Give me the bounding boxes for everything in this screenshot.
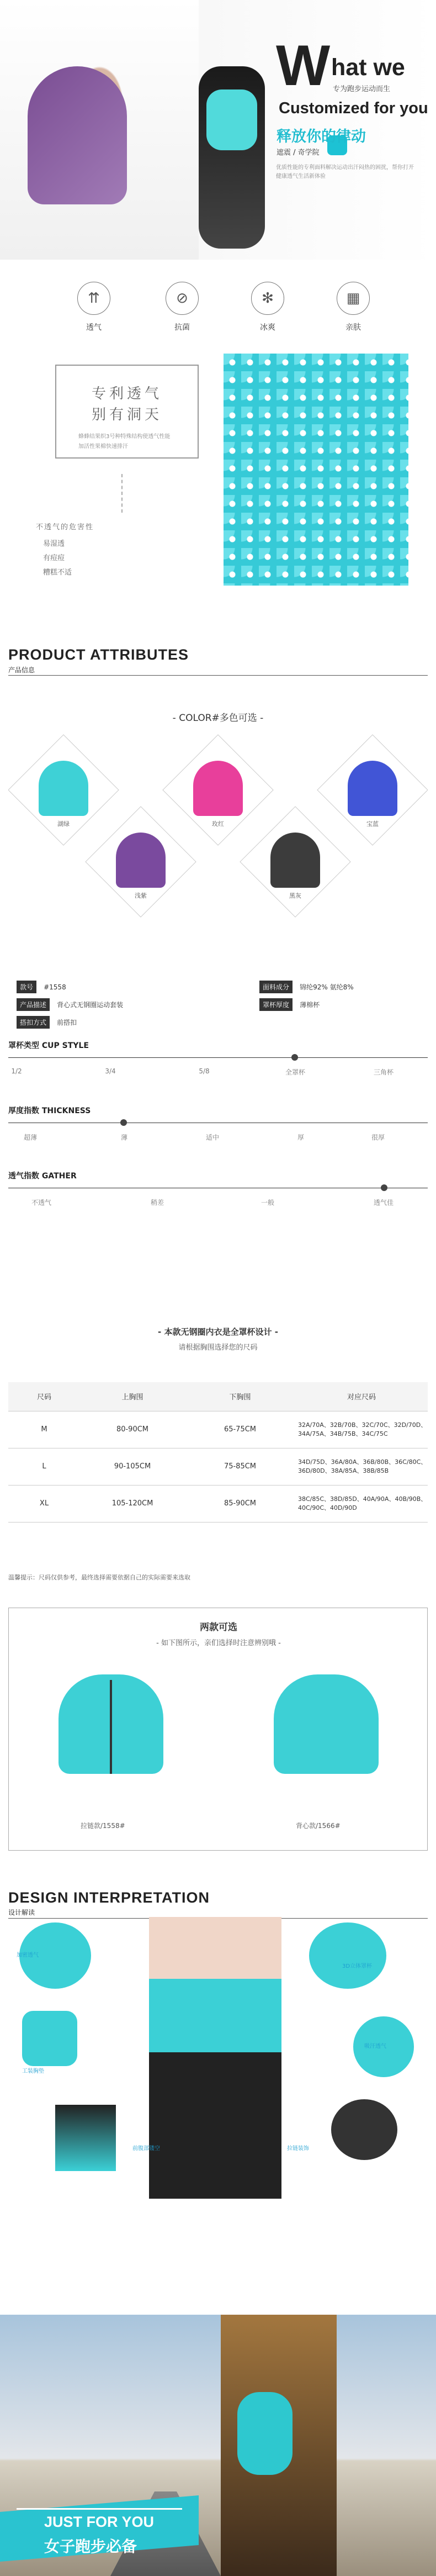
- model-back-top: [206, 89, 257, 150]
- color-option-5[interactable]: [257, 826, 334, 898]
- feature-label: 抗菌: [174, 323, 190, 332]
- model-bra: [28, 66, 127, 204]
- design-label: 加密透气: [17, 1952, 39, 1958]
- design-label: 工装胸垫: [22, 2068, 44, 2074]
- fabric-title2: 别有洞天: [91, 407, 162, 423]
- option-label: 背心款/1566#: [296, 1822, 341, 1830]
- bra-swatch: [270, 833, 320, 888]
- scale-option: 很厚: [371, 1134, 385, 1141]
- table-cell: 34D/75D、36A/80A、36B/80B、36C/80C、36D/80D、38A/85A、38B/85B: [295, 1448, 428, 1485]
- gather-scale: [8, 1170, 428, 1214]
- size-sub: 请根据胸围选择您的尺码: [178, 1344, 258, 1352]
- table-cell: 32A/70A、32B/70B、32C/70C、32D/70D、34A/75A、34B/75B、34C/75C: [295, 1411, 428, 1448]
- size-note: 温馨提示：尺码仅供参考，最终选择需要依据自己的实际需要来选取: [8, 1574, 190, 1581]
- arrow-down-icon: [121, 474, 130, 513]
- hero-hat: hat we: [331, 54, 405, 81]
- color-option-1[interactable]: [25, 754, 102, 826]
- feature-label: 亲肤: [345, 323, 361, 332]
- table-cell: 105-120CM: [80, 1485, 185, 1522]
- scale-option: 超薄: [23, 1134, 37, 1141]
- spec-desc: [17, 998, 123, 1011]
- scale-indicator: [381, 1184, 387, 1191]
- design-label: 3D立体罩杯: [342, 1963, 373, 1969]
- spec-value: 锦纶92% 氨纶8%: [300, 983, 354, 991]
- scale-option: 厚: [297, 1134, 304, 1141]
- two-sub: - 如下图所示，亲们选择时注意辨别哦 -: [156, 1639, 281, 1647]
- feature-cool: [232, 282, 304, 333]
- table-header: 对应尺码: [295, 1382, 428, 1411]
- feature-label: 透气: [86, 323, 102, 332]
- bad-item: 易湿透: [43, 540, 65, 548]
- hero-slogan: 释放你的律动: [277, 128, 366, 145]
- bad-title: 不透气的危害性: [36, 523, 94, 531]
- scale-title: 厚度指数 THICKNESS: [8, 1107, 91, 1115]
- table-row: [8, 1448, 428, 1485]
- mesh-fabric-image: [224, 354, 408, 586]
- feature-antibacterial: [146, 282, 218, 333]
- bad-item: 糟糕不适: [43, 568, 72, 577]
- two-options-box: [8, 1608, 428, 1851]
- spec-cup: [259, 998, 320, 1011]
- scale-option: 薄: [120, 1134, 127, 1141]
- cup-closeup: [309, 1922, 386, 1989]
- hero-sub: 专为跑步运动而生: [333, 85, 391, 93]
- feature-label: 冰爽: [260, 323, 275, 332]
- table-cell: 80-90CM: [80, 1411, 185, 1448]
- divider: [8, 675, 428, 676]
- hero-customized: Customized for you: [279, 99, 428, 117]
- color-option-2[interactable]: [179, 754, 257, 826]
- feature-airflow: [58, 282, 130, 333]
- footer-line1: JUST FOR YOU: [44, 2514, 155, 2530]
- table-row: [8, 1485, 428, 1522]
- skin-icon: ▦: [337, 282, 370, 315]
- divider-line: [17, 2508, 182, 2510]
- table-header: 下胸围: [185, 1382, 295, 1411]
- snowflake-icon: ✻: [251, 282, 284, 315]
- design-label: 吸汗透气: [364, 2043, 386, 2050]
- table-cell: 85-90CM: [185, 1485, 295, 1522]
- scale-option: 5/8: [199, 1067, 210, 1075]
- scale-option: 一般: [260, 1199, 274, 1207]
- scale-option: 全罩杯: [285, 1068, 305, 1076]
- scale-indicator: [120, 1119, 127, 1126]
- scale-bar: [8, 1057, 428, 1058]
- bad-list: [43, 537, 72, 580]
- color-label: 湖绿: [57, 820, 70, 828]
- hero-banner: [0, 0, 436, 260]
- fabric-desc: 蜂蜂结果织3号种特殊结构使透气性能加活性果棉快速排汗: [78, 434, 171, 450]
- size-table: [8, 1382, 428, 1523]
- scale-option: 稍差: [150, 1199, 164, 1207]
- scale-option: 不透气: [31, 1199, 51, 1207]
- thickness-scale: [8, 1105, 428, 1149]
- hero-big-w: W: [276, 34, 331, 98]
- color-label: 玫红: [212, 820, 224, 828]
- model-image: [149, 1917, 281, 2199]
- attrs-sub: 产品信息: [8, 666, 35, 674]
- table-cell: L: [8, 1448, 80, 1485]
- color-label: 宝蓝: [366, 820, 379, 828]
- runner-top: [237, 2392, 293, 2475]
- color-label: 浅紫: [135, 892, 147, 899]
- scale-option: 3/4: [105, 1067, 116, 1075]
- design-sub: 设计解读: [8, 1909, 35, 1916]
- vest-bra-image: [274, 1674, 379, 1774]
- color-option-3[interactable]: [334, 754, 411, 826]
- color-grid: [8, 729, 428, 972]
- scale-indicator: [291, 1054, 298, 1061]
- table-header: 上胸围: [80, 1382, 185, 1411]
- feature-icons: [0, 262, 436, 345]
- attrs-title: PRODUCT ATTRIBUTES: [8, 646, 189, 663]
- scale-option: 三角杯: [373, 1068, 394, 1076]
- fabric-title1: 专利透气: [91, 386, 162, 402]
- table-row: [8, 1411, 428, 1448]
- table-cell: M: [8, 1411, 80, 1448]
- scale-option: 透气佳: [373, 1199, 394, 1207]
- color-label: 黑灰: [289, 892, 301, 899]
- scale-option: 1/2: [11, 1067, 22, 1075]
- spec-label: 面料成分: [259, 981, 293, 993]
- no-bacteria-icon: ⊘: [166, 282, 199, 315]
- scale-option: 适中: [205, 1134, 219, 1141]
- design-title: DESIGN INTERPRETATION: [8, 1889, 210, 1906]
- two-title: 两款可选: [200, 1622, 237, 1633]
- spec-value: 薄棉杯: [300, 1001, 320, 1009]
- spec-value: #1558: [44, 983, 66, 991]
- zipper-closeup: [331, 2099, 397, 2160]
- zipper: [110, 1680, 112, 1774]
- bra-swatch: [193, 761, 243, 816]
- fabric-section: [11, 354, 224, 674]
- spec-fabric: [259, 981, 354, 993]
- spec-value: 前搭扣: [57, 1019, 77, 1026]
- feature-skin: [317, 282, 389, 333]
- spec-value: 背心式无钢圈运动套装: [57, 1001, 124, 1009]
- spec-label: 产品描述: [17, 998, 50, 1011]
- color-subtitle: - COLOR#多色可选 -: [172, 713, 264, 724]
- pad-closeup: [22, 2011, 77, 2066]
- option-label: 拉链款/1558#: [81, 1822, 125, 1830]
- hero-desc: 优质性能的专利面料解决运动出汗闷热的困扰，帮你打开健康透气生活新体验: [276, 165, 414, 180]
- size-table-header: [8, 1382, 428, 1411]
- size-title: - 本款无钢圈内衣是全罩杯设计 -: [158, 1327, 278, 1337]
- bra-swatch: [39, 761, 88, 816]
- bad-item: 有痘痘: [43, 554, 65, 562]
- spec-fix: [17, 1016, 77, 1029]
- airflow-icon: ⇈: [77, 282, 110, 315]
- spec-label: 款号: [17, 981, 36, 993]
- spec-label: 搭扣方式: [17, 1016, 50, 1029]
- table-cell: 65-75CM: [185, 1411, 295, 1448]
- bra-swatch: [348, 761, 397, 816]
- bra-swatch: [116, 833, 166, 888]
- scale-title: 罩杯类型 CUP STYLE: [8, 1041, 89, 1050]
- color-option-4[interactable]: [102, 826, 179, 898]
- runner-banner: [0, 2315, 436, 2576]
- table-cell: 90-105CM: [80, 1448, 185, 1485]
- spec-no: [17, 981, 66, 993]
- spec-label: 罩杯厚度: [259, 998, 293, 1011]
- footer-line2: 女子跑步必备: [44, 2537, 137, 2556]
- table-header: 尺码: [8, 1382, 80, 1411]
- cup-style-scale: [8, 1040, 428, 1084]
- table-cell: 38C/85C、38D/85D、40A/90A、40B/90B、40C/90C、40D/90D: [295, 1485, 428, 1522]
- design-diagram: [11, 1911, 436, 2199]
- scale-title: 透气指数 GATHER: [8, 1172, 77, 1181]
- design-label: 拉链装饰: [287, 2146, 309, 2152]
- design-label: 前腹部镂空: [132, 2146, 160, 2152]
- hero-tags: 遮震 / 奇学院: [277, 149, 320, 157]
- fabric-box: [55, 365, 199, 459]
- table-cell: XL: [8, 1485, 80, 1522]
- legging-closeup: [55, 2105, 116, 2171]
- table-cell: 75-85CM: [185, 1448, 295, 1485]
